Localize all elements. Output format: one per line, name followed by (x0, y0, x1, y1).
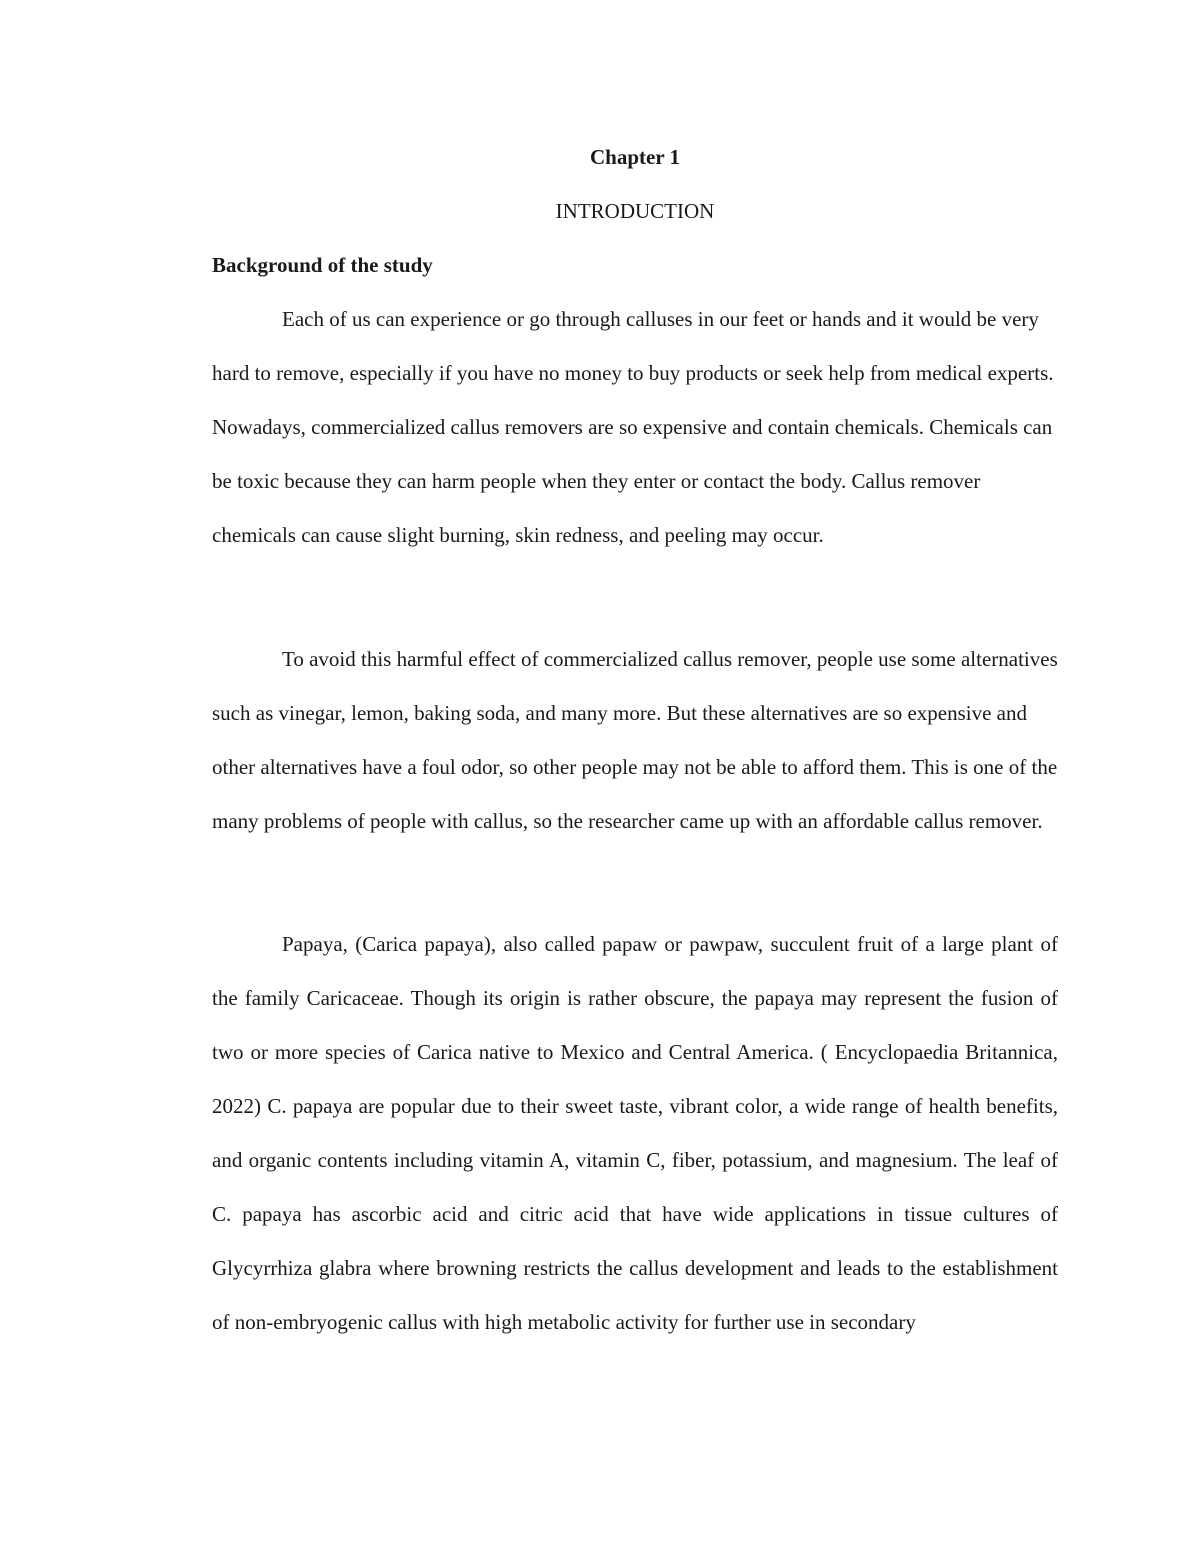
paragraph-2: To avoid this harmful effect of commercialized callus remover, people use some alternatives such as vinegar, lemon, baking soda, and many more. But these alternatives are so expensive and other alternatives have a foul odor, so other people may not be able to afford them. This is one of the many problems of people with callus, so the researcher came up with an affordable callus remover. (212, 647, 1058, 833)
subsection-heading: Background of the study (212, 253, 433, 277)
chapter-title: Chapter 1 (589, 145, 681, 169)
section-title: INTRODUCTION (555, 199, 715, 223)
paragraph-3: Papaya, (Carica papaya), also called papaw or pawpaw, succulent fruit of a large plant of the family Caricaceae. Though its origin is rather obscure, the papaya may represent the fusion of two or more species of Carica native to Mexico and Central America. ( Encyclopaedia Britannica, 2022) C. papaya are popular due to their sweet taste, vibrant color, a wide range of health benefits, and organic contents including vitamin A, vitamin C, fiber, potassium, and magnesium. The leaf of C. papaya has ascorbic acid and citric acid that have wide applications in tissue cultures of Glycyrrhiza glabra where browning restricts the callus development and leads to the establishment of non-embryogenic callus with high metabolic activity for further use in secondary (212, 932, 1058, 1334)
paragraph-1: Each of us can experience or go through calluses in our feet or hands and it would be very hard to remove, especially if you have no money to buy products or seek help from medical experts. Nowadays, commercialized callus removers are so expensive and contain chemicals. Chemicals can be toxic because they can harm people when they enter or contact the body. Callus remover chemicals can cause slight burning, skin redness, and peeling may occur. (212, 307, 1054, 547)
